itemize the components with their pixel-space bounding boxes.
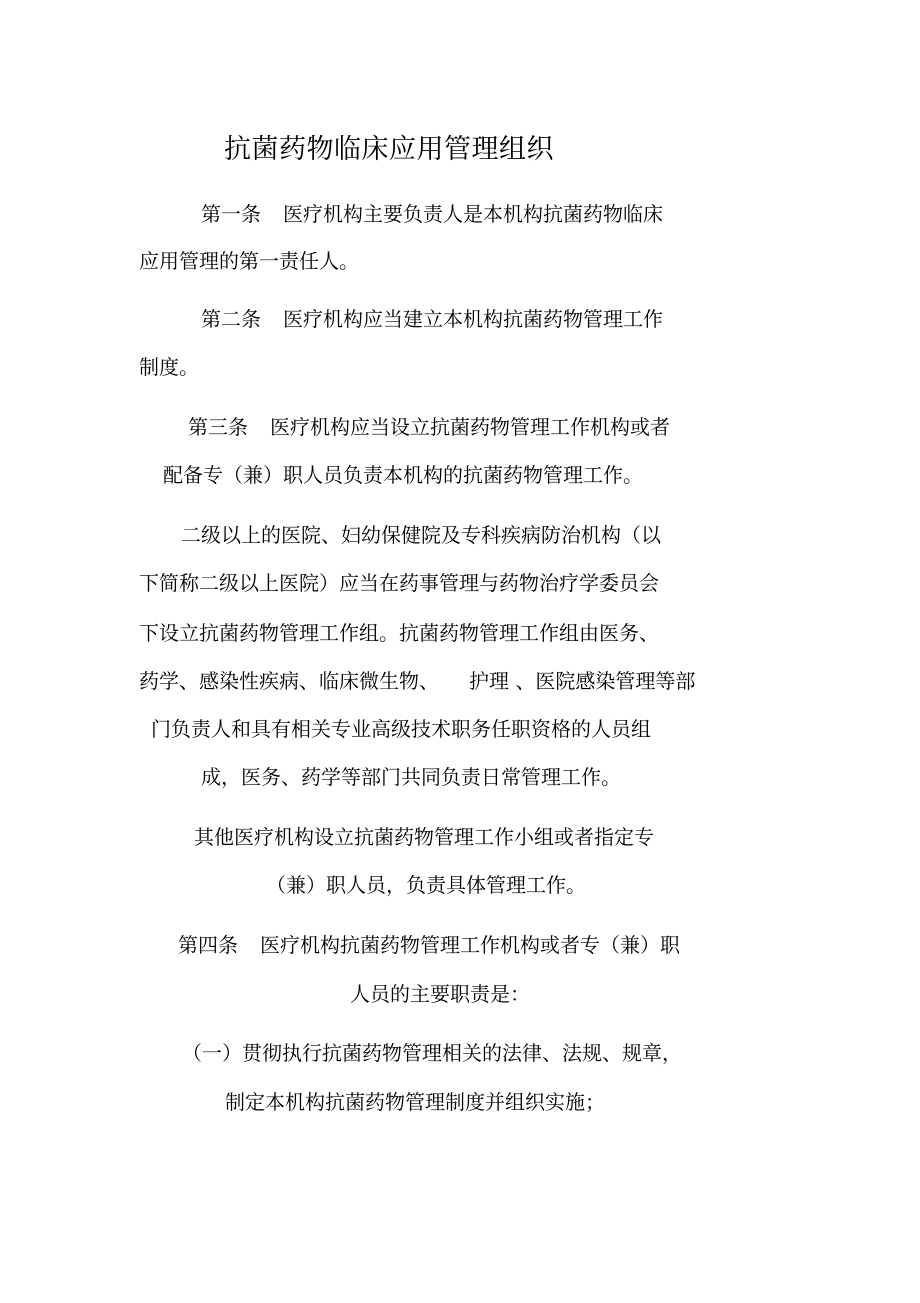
article-1-text-line2: 应用管理的第一责任人。 <box>139 249 359 273</box>
article-4-text-line2: 人员的主要职责是： <box>350 982 530 1006</box>
para-hospitals-line6: 成，医务、药学等部门共同负责日常管理工作。 <box>201 765 621 789</box>
article-3-label: 第三条 <box>188 415 248 439</box>
para-other-line1: 其他医疗机构设立抗菌药物管理工作小组或者指定专 <box>194 825 654 849</box>
para-hospitals-line1: 二级以上的医院、妇幼保健院及专科疾病防治机构（以 <box>181 523 661 547</box>
para-other-line2: （兼）职人员，负责具体管理工作。 <box>266 873 586 897</box>
article-1-text-line1: 医疗机构主要负责人是本机构抗菌药物临床 <box>283 202 663 226</box>
item-1-line2: 制定本机构抗菌药物管理制度并组织实施； <box>225 1090 605 1114</box>
article-1-first-line <box>201 200 663 228</box>
article-2-text-line1: 医疗机构应当建立本机构抗菌药物管理工作 <box>283 307 663 331</box>
article-2-text-line2: 制度。 <box>139 355 199 379</box>
article-4-text-line1: 医疗机构抗菌药物管理工作机构或者专（兼）职 <box>260 933 680 957</box>
article-3-text-line2: 配备专（兼）职人员负责本机构的抗菌药物管理工作。 <box>163 463 643 487</box>
article-1-label: 第一条 <box>201 202 261 226</box>
para-hospitals-line5: 门负责人和具有相关专业高级技术职务任职资格的人员组 <box>151 717 651 741</box>
article-3-text-line1: 医疗机构应当设立抗菌药物管理工作机构或者 <box>270 415 670 439</box>
para-hospitals-line2: 下简称二级以上医院）应当在药事管理与药物治疗学委员会 <box>139 571 659 595</box>
document-title: 抗菌药物临床应用管理组织 <box>224 134 554 165</box>
para-hospitals-line3: 下设立抗菌药物管理工作组。抗菌药物管理工作组由医务、 <box>139 621 659 645</box>
article-2-first-line <box>201 305 663 333</box>
item-1-line1: （一）贯彻执行抗菌药物管理相关的法律、法规、规章， <box>182 1041 682 1065</box>
article-4-label: 第四条 <box>178 933 238 957</box>
article-3-first-line <box>188 413 670 441</box>
article-2-label: 第二条 <box>201 307 261 331</box>
article-4-first-line <box>178 931 680 959</box>
para-hospitals-line4: 药学、感染性疾病、临床微生物、 护理 、医院感染管理等部 <box>139 669 696 693</box>
